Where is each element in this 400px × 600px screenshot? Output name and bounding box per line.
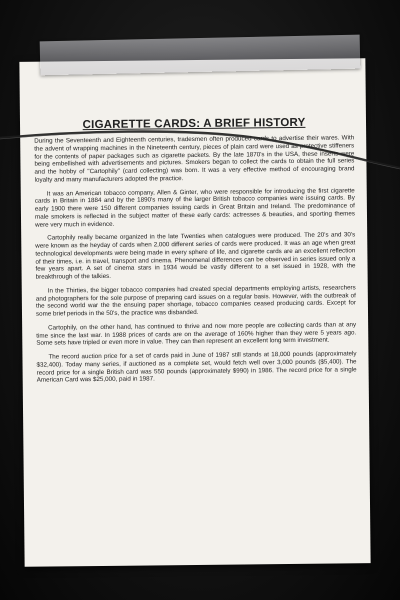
notice-sheet — [19, 58, 370, 567]
notice-title: CIGARETTE CARDS: A BRIEF HISTORY — [82, 116, 306, 132]
notice-paragraph: In the Thirties, the bigger tobacco companies had created special departments employing artists, researchers and photographers for the sole purpose of preparing card issues on a regular basis. However, with the outbreak of the second world war the the ensuing paper shortage, tobacco companies ceased producing cards. Except for some brief periods in the 50's, the practice was disbanded. — [35, 284, 356, 318]
notice-paragraph: During the Seventeenth and Eighteenth centuries, tradesmen often produced cards to advertise their wares. With the advent of wrapping machines in the Nineteenth century, pieces of plain card were used as protective stiffeners for the contents of paper packages such as cigarette packets. By the late 1870's in the USA, these inserts were being embellished with advertisements and pictures. Smokers began to collect the cards to obtain the full series and the hobby of "Cartophily" (card collecting) was born. It was a very effective method of encouraging brand loyalty and many manufacturers adopted the practice. — [34, 134, 355, 184]
notice-paragraph: Cartophily, on the other hand, has continued to thrive and now more people are collecting cards than at any time since the last war. In 1988 prices of cards are on the average of 160% higher than they were 5 years ago. Some sets have tripled or even more in value. They can then represent an excellent long term investment. — [36, 321, 357, 347]
notice-paragraph: It was an American tobacco company, Allen & Ginter, who were responsible for introducing the first cigarette cards in Britain in 1884 and by the 1890's many of the larger British tobacco companies were issuing cards. By early 1900 there were 150 different companies issuing cards in Great Britain and Ireland. The predominance of male smokers is reflected in the subject matter of these early cards: actresses & beauties, and sporting themes were very much in evidence. — [34, 186, 356, 229]
notice-paragraph: Cartophily really became organized in the late Twenties when catalogues were produced. The 20's and 30's were known as the heyday of cards when 2,000 different series of cards were produced. It was an age when great technological developments were being made in every sphere of life, and cigarette cards are an excellent reflection of their times, i.e. in travel, transport and cinema. Phenomenal differences can be observed in series issued only a few years apart. A set of cinema stars in 1934 would be vastly different to a set issued in 1928, with the breakthrough of the talkies. — [35, 231, 356, 281]
adhesive-tape — [40, 35, 361, 76]
notice-paragraph: The record auction price for a set of cards paid in June of 1987 still stands at 18,000 pounds (approximately $32,400). Today many series, if auctioned as a complete set, would fetch well over 3,000 pounds ($5,400). The record price for a single British card was 550 pounds (approximately $990) in 1986. The record price for a single American Card was $25,000, paid in 1987. — [36, 350, 357, 384]
